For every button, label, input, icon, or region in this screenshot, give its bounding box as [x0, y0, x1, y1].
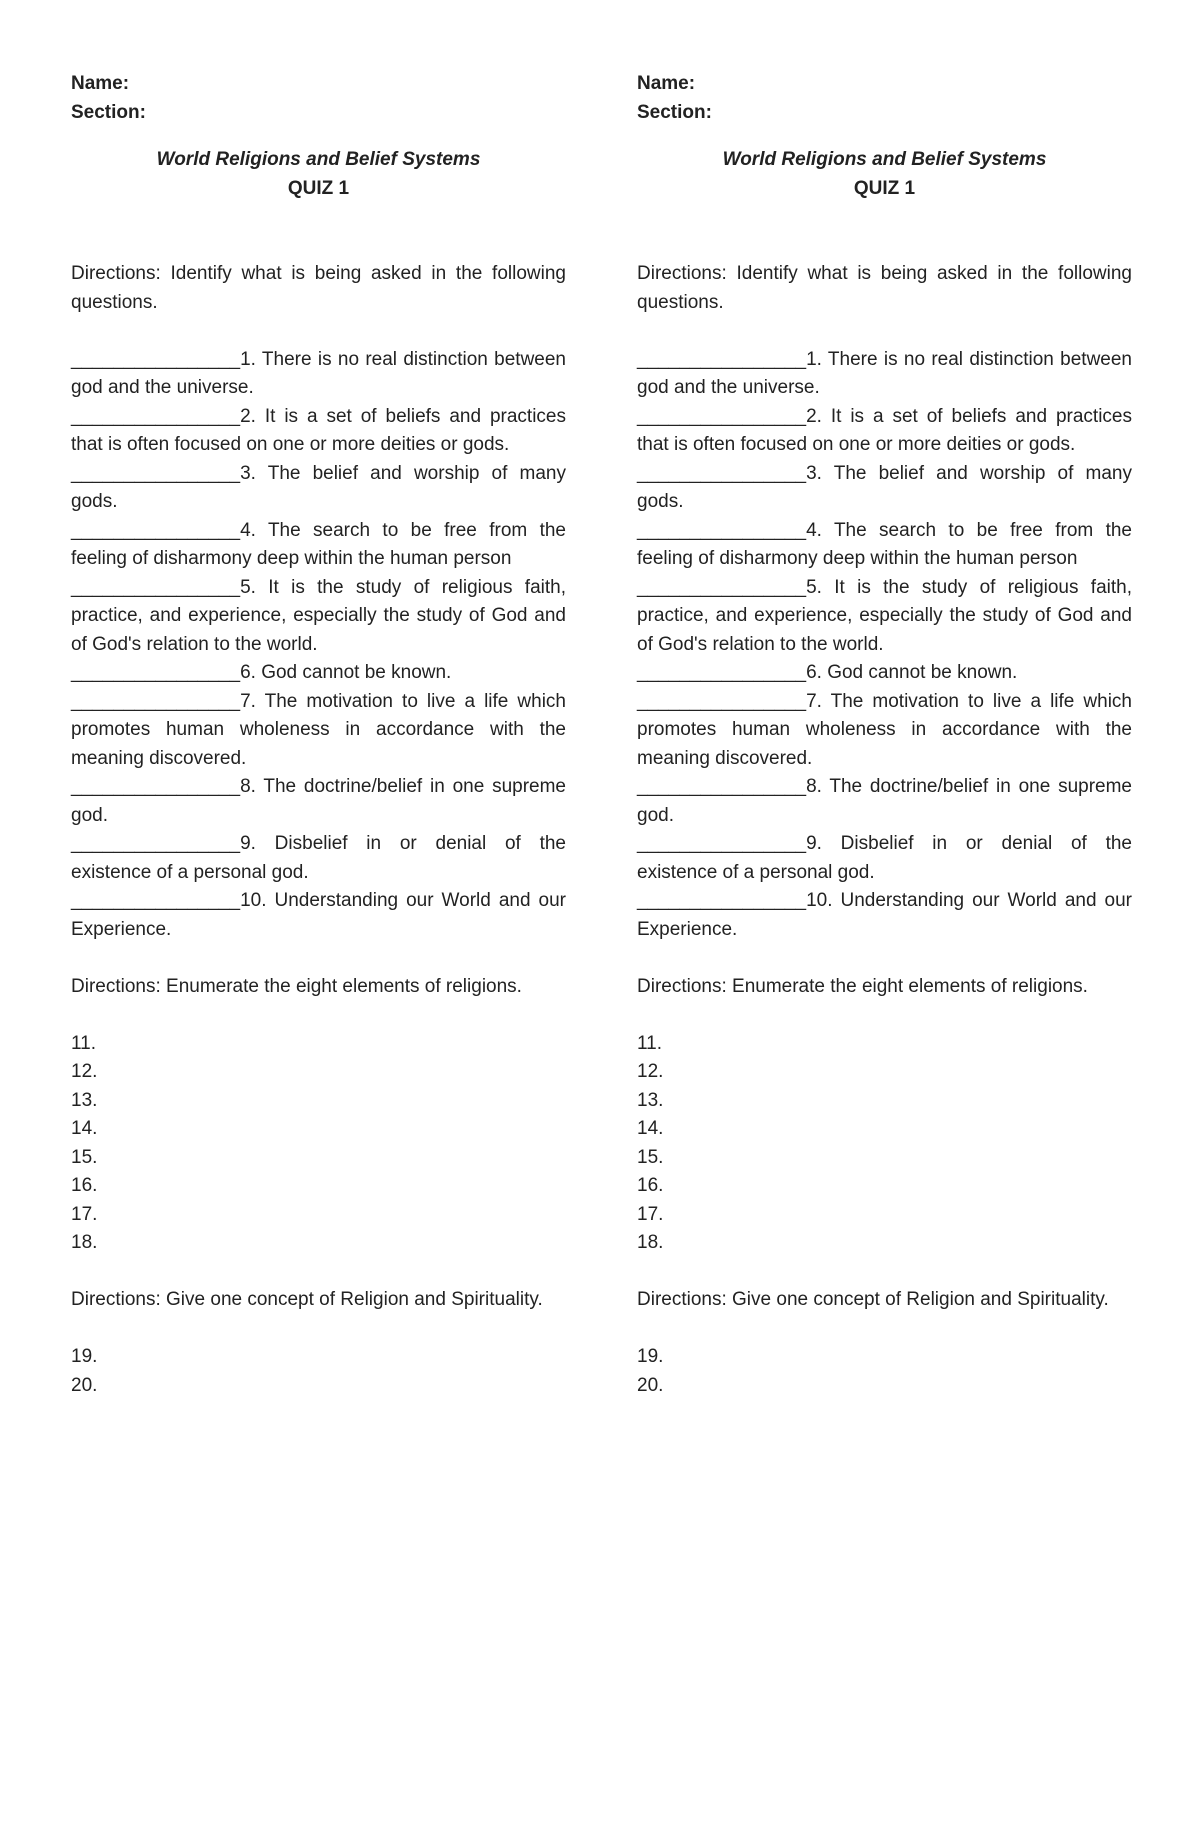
question-text: 6. God cannot be known.: [240, 662, 452, 683]
question-item: [637, 346, 1132, 403]
question-text: 5. It is the study of religious faith, practice, and experience, especially the study of God and of God's relation to the world.: [71, 576, 566, 655]
section-label: Section:: [637, 101, 712, 123]
title-block: [71, 146, 566, 203]
question-list: [637, 346, 1132, 945]
answer-blank: ________________: [637, 405, 807, 427]
quiz-title: World Religions and Belief Systems: [722, 149, 1047, 170]
question-item: [71, 688, 566, 774]
directions-identify: Directions: Identify what is being asked in the following questions.: [71, 263, 566, 313]
question-text: 10. Understanding our World and our Experience.: [71, 890, 566, 940]
question-item: [71, 887, 566, 944]
answer-blank: ________________: [71, 776, 241, 797]
question-item: [637, 688, 1132, 774]
list-item: 20.: [71, 1374, 98, 1396]
question-item: [637, 773, 1132, 830]
list-item: 12.: [637, 1061, 664, 1082]
question-item: [637, 830, 1132, 887]
section-label: Section:: [71, 101, 146, 123]
list-item: 19.: [71, 1346, 98, 1367]
answer-blank: ________________: [71, 348, 241, 370]
question-text: 2. It is a set of beliefs and practices that is often focused on one or more deities or gods.: [637, 405, 1132, 455]
question-text: 9. Disbelief in or denial of the existence of a personal god.: [637, 833, 1132, 883]
question-item: [71, 773, 566, 830]
question-text: 1. There is no real distinction between god and the universe.: [637, 348, 1132, 398]
list-item: 18.: [71, 1232, 98, 1253]
name-label: Name:: [71, 73, 130, 94]
quiz-subtitle: QUIZ 1: [287, 177, 350, 199]
list-item: 17.: [637, 1203, 664, 1225]
name-label: Name:: [637, 73, 696, 94]
question-text: 8. The doctrine/belief in one supreme god.: [71, 776, 566, 826]
answer-blank: ________________: [637, 462, 807, 484]
list-item: 11.: [71, 1032, 97, 1054]
list-item: 20.: [637, 1374, 664, 1396]
question-list: [71, 346, 566, 945]
answer-blank: ________________: [637, 348, 807, 370]
answer-blank: ________________: [637, 576, 807, 598]
answer-blank: ________________: [637, 519, 807, 541]
question-item: [71, 830, 566, 887]
question-text: 4. The search to be free from the feeling of disharmony deep within the human person: [637, 519, 1132, 569]
list-item: 18.: [637, 1232, 664, 1253]
enumeration-list: [71, 1030, 566, 1258]
question-item: [71, 659, 566, 688]
quiz-subtitle: QUIZ 1: [853, 177, 916, 199]
question-text: 3. The belief and worship of many gods.: [637, 462, 1132, 512]
answer-blank: ________________: [637, 833, 807, 854]
question-item: [637, 659, 1132, 688]
directions-identify: Directions: Identify what is being asked in the following questions.: [637, 263, 1132, 313]
concept-list: [71, 1343, 566, 1400]
question-item: [71, 346, 566, 403]
list-item: 16.: [71, 1175, 98, 1196]
list-item: 14.: [71, 1118, 98, 1139]
list-item: 12.: [71, 1061, 98, 1082]
quiz-copy-left: [71, 70, 566, 1400]
answer-blank: ________________: [637, 776, 807, 797]
answer-blank: ________________: [637, 662, 807, 683]
answer-blank: ________________: [71, 462, 241, 484]
directions-concept: Directions: Give one concept of Religion and Spirituality.: [637, 1289, 1109, 1310]
question-text: 1. There is no real distinction between god and the universe.: [71, 348, 566, 398]
concept-list: [637, 1343, 1132, 1400]
question-item: [71, 574, 566, 660]
list-item: 13.: [71, 1089, 98, 1111]
answer-blank: ________________: [71, 690, 241, 712]
question-item: [71, 517, 566, 574]
quiz-title: World Religions and Belief Systems: [156, 149, 481, 170]
answer-blank: ________________: [71, 576, 241, 598]
question-text: 3. The belief and worship of many gods.: [71, 462, 566, 512]
list-item: 15.: [71, 1146, 98, 1168]
directions-enumerate: Directions: Enumerate the eight elements of religions.: [71, 975, 522, 997]
list-item: 13.: [637, 1089, 664, 1111]
question-item: [637, 887, 1132, 944]
title-block: [637, 146, 1132, 203]
answer-blank: ________________: [71, 890, 241, 911]
list-item: 15.: [637, 1146, 664, 1168]
question-text: 2. It is a set of beliefs and practices that is often focused on one or more deities or gods.: [71, 405, 566, 455]
list-item: 17.: [71, 1203, 98, 1225]
question-item: [637, 517, 1132, 574]
list-item: 14.: [637, 1118, 664, 1139]
list-item: 19.: [637, 1346, 664, 1367]
question-text: 9. Disbelief in or denial of the existence of a personal god.: [71, 833, 566, 883]
question-text: 6. God cannot be known.: [806, 662, 1018, 683]
answer-blank: ________________: [637, 690, 807, 712]
question-text: 5. It is the study of religious faith, practice, and experience, especially the study of God and of God's relation to the world.: [637, 576, 1132, 655]
answer-blank: ________________: [71, 662, 241, 683]
question-item: [71, 403, 566, 460]
question-item: [637, 574, 1132, 660]
question-text: 7. The motivation to live a life which promotes human wholeness in accordance with the meaning discovered.: [71, 690, 566, 769]
question-text: 10. Understanding our World and our Experience.: [637, 890, 1132, 940]
quiz-copy-right: [637, 70, 1132, 1400]
list-item: 16.: [637, 1175, 664, 1196]
answer-blank: ________________: [71, 833, 241, 854]
question-item: [637, 403, 1132, 460]
question-text: 4. The search to be free from the feeling of disharmony deep within the human person: [71, 519, 566, 569]
question-text: 7. The motivation to live a life which promotes human wholeness in accordance with the meaning discovered.: [637, 690, 1132, 769]
answer-blank: ________________: [637, 890, 807, 911]
answer-blank: ________________: [71, 405, 241, 427]
directions-concept: Directions: Give one concept of Religion and Spirituality.: [71, 1289, 543, 1310]
list-item: 11.: [637, 1032, 663, 1054]
question-item: [71, 460, 566, 517]
question-text: 8. The doctrine/belief in one supreme god.: [637, 776, 1132, 826]
directions-enumerate: Directions: Enumerate the eight elements of religions.: [637, 975, 1088, 997]
question-item: [637, 460, 1132, 517]
enumeration-list: [637, 1030, 1132, 1258]
answer-blank: ________________: [71, 519, 241, 541]
